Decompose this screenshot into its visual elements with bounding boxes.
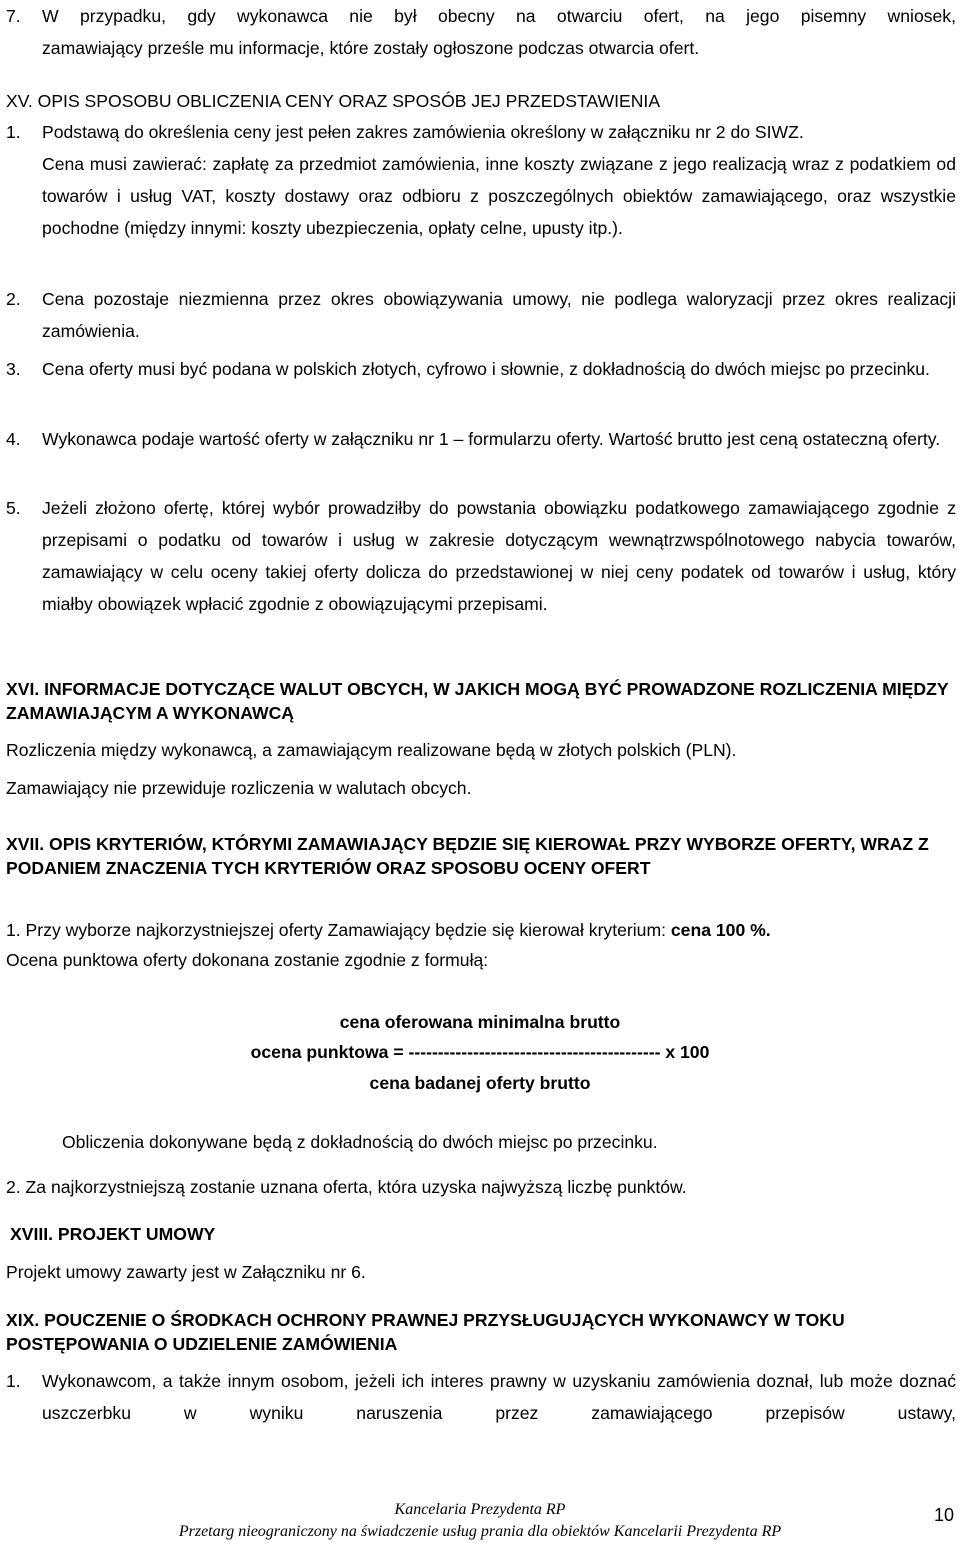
paragraph: Rozliczenia między wykonawcą, a zamawiającym realizowane będą w złotych polskich (PLN). <box>6 740 737 760</box>
paragraph: Jeżeli złożono ofertę, której wybór prowadziłby do powstania obowiązku podatkowego zamawiającego zgodnie z przepisami o podatku od towarów i usług w zakresie dotyczącym wewnątrzwspólnotowego nabycia towarów, zamawiający w celu oceny takiej oferty dolicza do przedstawionej w niej ceny podatek od towarów i usług, który miałby obowiązek wpłacić zgodnie z obowiązującymi przepisami. <box>42 498 956 614</box>
list-item-1 <box>6 116 956 244</box>
paragraph: Wykonawca podaje wartość oferty w załączniku nr 1 – formularzu oferty. Wartość brutto jest ceną ostateczną oferty. <box>42 429 941 449</box>
list-item-1 <box>6 1365 956 1429</box>
list-number: 5. <box>6 498 21 518</box>
section-heading-xix: XIX. POUCZENIE O ŚRODKACH OCHRONY PRAWNEJ PRZYSŁUGUJĄCYCH WYKONAWCY W TOKU POSTĘPOWANIA O UDZIELENIE ZAMÓWIENIA <box>6 1310 845 1354</box>
list-number: 7. <box>6 6 21 26</box>
list-number: 1. <box>6 122 21 142</box>
paragraph: Obliczenia dokonywane będą z dokładnością do dwóch miejsc po przecinku. <box>62 1132 658 1152</box>
criterion-value: cena 100 %. <box>670 920 771 940</box>
paragraph-line: W przypadku, gdy wykonawca nie był obecny na otwarciu ofert, na jego pisemny wniosek, <box>42 6 956 26</box>
criterion-paragraph <box>6 918 771 942</box>
list-number: 4. <box>6 429 21 449</box>
paragraph: Zamawiający nie przewiduje rozliczenia w walutach obcych. <box>6 778 472 798</box>
list-item-3 <box>6 353 956 385</box>
paragraph: Cena pozostaje niezmienna przez okres obowiązywania umowy, nie podlega waloryzacji przez okres realizacji zamówienia. <box>42 289 956 341</box>
page-number: 10 <box>933 1505 954 1525</box>
list-item-7 <box>6 0 956 64</box>
paragraph-line: zamawiający prześle mu informacje, które zostały ogłoszone podczas otwarcia ofert. <box>42 38 700 58</box>
list-number: 1. <box>6 1371 21 1391</box>
formula-numerator: cena oferowana minimalna brutto <box>339 1012 621 1032</box>
formula-line: ocena punktowa = ------------------------------------------- x 100 <box>250 1042 710 1062</box>
list-item-5 <box>6 492 956 620</box>
section-heading-xviii: XVIII. PROJEKT UMOWY <box>10 1224 216 1244</box>
paragraph: Ocena punktowa oferty dokonana zostanie zgodnie z formułą: <box>6 950 489 970</box>
paragraph: Cena musi zawierać: zapłatę za przedmiot zamówienia, inne koszty związane z jego realizacją wraz z podatkiem od towarów i usług VAT, koszty dostawy oraz odbioru z poszczególnych obiektów zamawiającego, oraz wszystkie pochodne (między innymi: koszty ubezpieczenia, opłaty celne, upusty itp.). <box>42 154 956 238</box>
paragraph-line: Podstawą do określenia ceny jest pełen zakres zamówienia określony w załączniku nr 2 do SIWZ. <box>42 122 804 142</box>
paragraph: Projekt umowy zawarty jest w Załączniku nr 6. <box>6 1262 366 1282</box>
footer-line-1: Kancelaria Prezydenta RP <box>394 1501 566 1518</box>
footer-line-2: Przetarg nieograniczony na świadczenie usług prania dla obiektów Kancelarii Prezydenta RP <box>178 1523 782 1540</box>
list-item-2 <box>6 283 956 347</box>
criterion-text: 1. Przy wyborze najkorzystniejszej oferty Zamawiający będzie się kierował kryterium: <box>6 920 671 940</box>
paragraph: Wykonawcom, a także innym osobom, jeżeli ich interes prawny w uzyskaniu zamówienia doznał, lub może doznać uszczerbku w wyniku naruszenia przez zamawiającego przepisów ustawy, <box>42 1371 956 1423</box>
section-heading-xvii: XVII. OPIS KRYTERIÓW, KTÓRYMI ZAMAWIAJĄCY BĘDZIE SIĘ KIEROWAŁ PRZY WYBORZE OFERTY, WRAZ Z PODANIEM ZNACZENIA TYCH KRYTERIÓW ORAZ SPOSOBU OCENY OFERT <box>6 834 929 878</box>
formula-denominator: cena badanej oferty brutto <box>369 1073 591 1093</box>
list-item-4 <box>6 423 956 455</box>
paragraph: 2. Za najkorzystniejszą zostanie uznana oferta, która uzyska najwyższą liczbę punktów. <box>6 1177 687 1197</box>
list-number: 2. <box>6 289 21 309</box>
section-heading-xv: XV. OPIS SPOSOBU OBLICZENIA CENY ORAZ SPOSÓB JEJ PRZEDSTAWIENIA <box>6 91 661 111</box>
paragraph: Cena oferty musi być podana w polskich złotych, cyfrowo i słownie, z dokładnością do dwóch miejsc po przecinku. <box>42 359 930 379</box>
section-heading-xvi: XVI. INFORMACJE DOTYCZĄCE WALUT OBCYCH, W JAKICH MOGĄ BYĆ PROWADZONE ROZLICZENIA MIĘDZY ZAMAWIAJĄCYM A WYKONAWCĄ <box>6 679 949 723</box>
list-number: 3. <box>6 359 21 379</box>
